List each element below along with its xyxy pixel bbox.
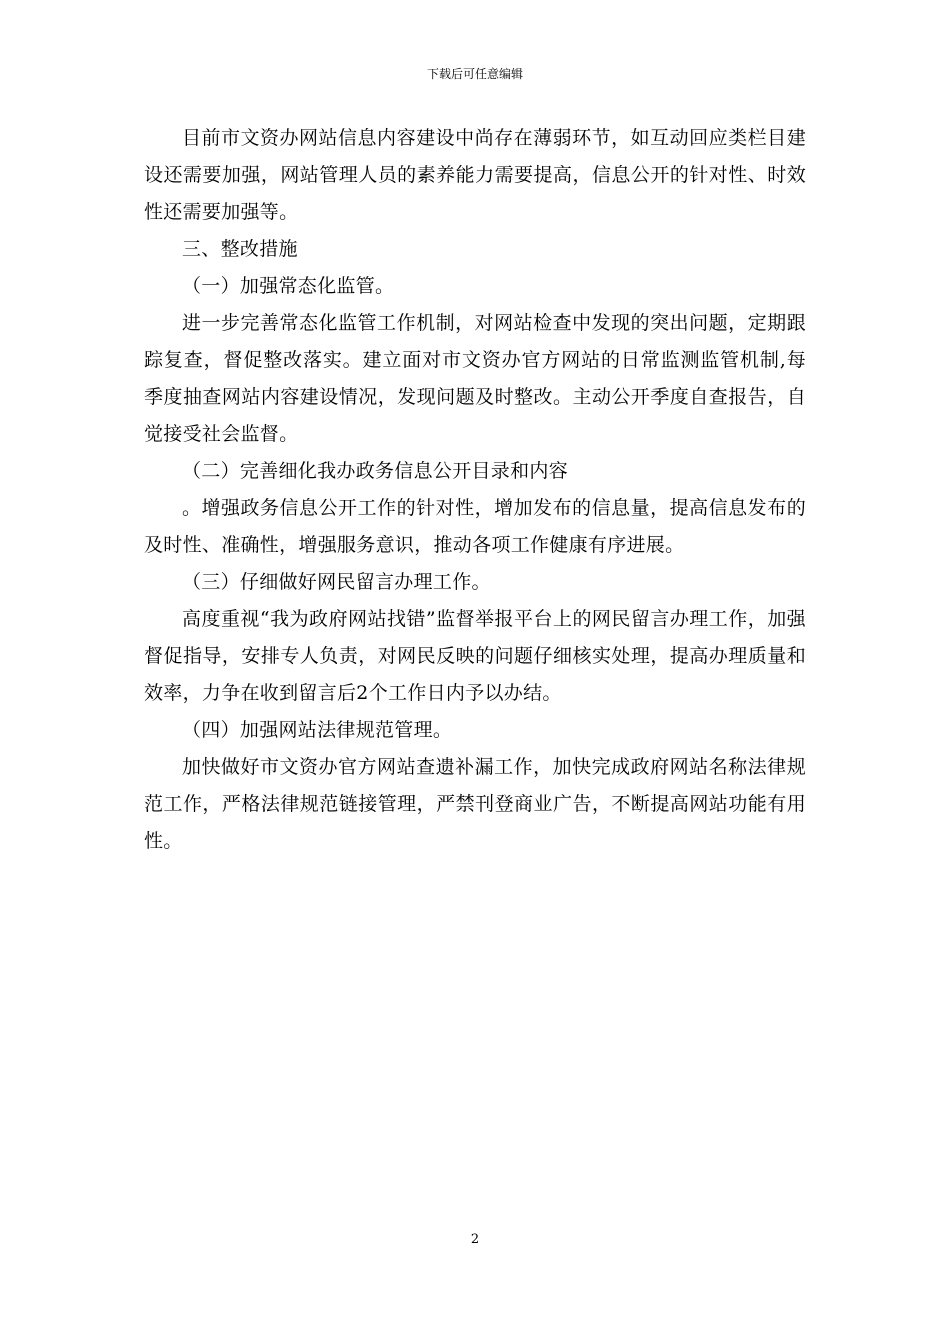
subheading-1: （一）加强常态化监管。	[182, 275, 395, 297]
paragraph-legal: 加快做好市文资办官方网站查遗补漏工作，加快完成政府网站名称法律规范工作，严格法律规范链接管理，严禁刊登商业广告，不断提高网站功能有用性。	[144, 756, 806, 852]
paragraph-disclosure: 。增强政务信息公开工作的针对性，增加发布的信息量，提高信息发布的及时性、准确性，增强服务意识，推动各项工作健康有序进展。	[144, 497, 806, 556]
page-header: 下载后可任意编辑	[426, 67, 523, 81]
paragraph-weaknesses: 目前市文资办网站信息内容建设中尚存在薄弱环节，如互动回应类栏目建设还需要加强，网站管理人员的素养能力需要提高，信息公开的针对性、时效性还需要加强等。	[144, 127, 806, 223]
document-body	[144, 120, 806, 860]
subheading-2: （二）完善细化我办政务信息公开目录和内容	[182, 460, 569, 482]
page-number: 2	[470, 1232, 480, 1247]
paragraph-supervision: 进一步完善常态化监管工作机制，对网站检查中发现的突出问题，定期跟踪复查，督促整改落实。建立面对市文资办官方网站的日常监测监管机制,每季度抽查网站内容建设情况，发现问题及时整改。主动公开季度自查报告，自觉接受社会监督。	[144, 312, 806, 445]
paragraph-messages: 高度重视“我为政府网站找错”监督举报平台上的网民留言办理工作，加强督促指导，安排专人负责，对网民反映的问题仔细核实处理，提高办理质量和效率，力争在收到留言后2个工作日内予以办结。	[144, 608, 806, 704]
subheading-4: （四）加强网站法律规范管理。	[182, 719, 453, 741]
section-heading-rectification: 三、整改措施	[182, 238, 298, 260]
subheading-3: （三）仔细做好网民留言办理工作。	[182, 571, 491, 593]
